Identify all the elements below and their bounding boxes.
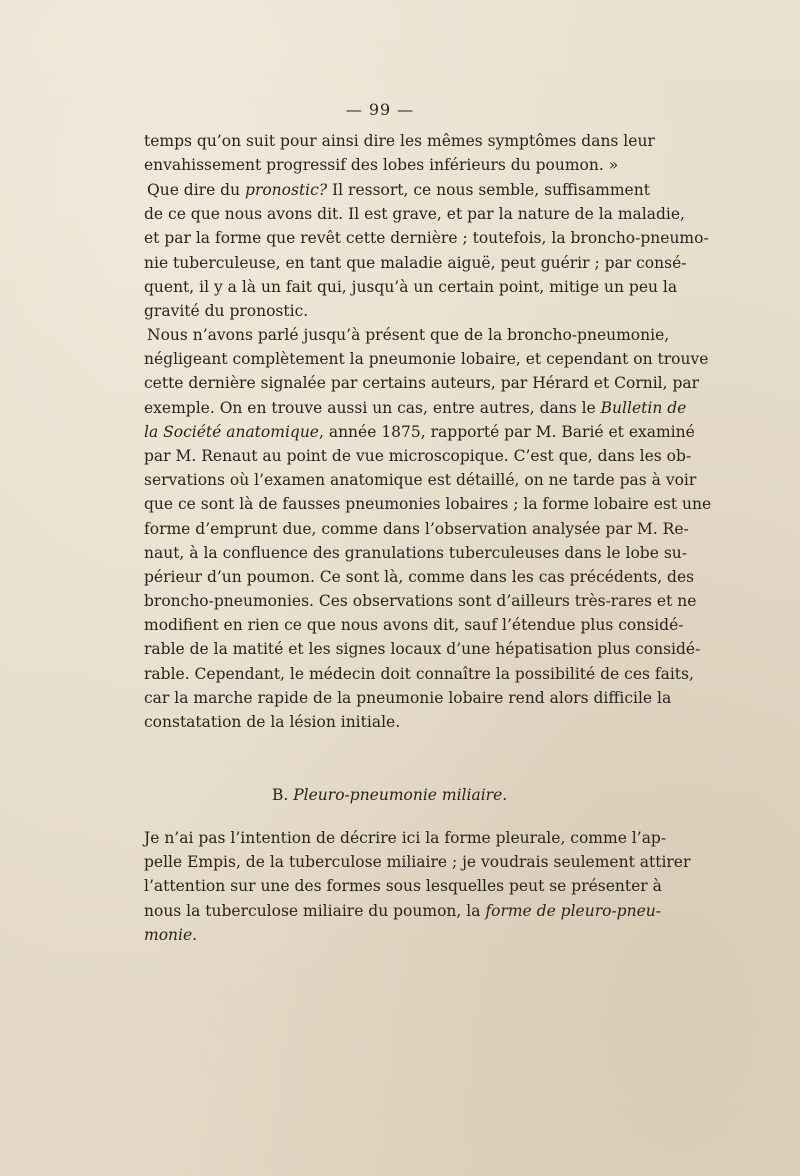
- text-line: l’attention sur une des formes sous lesquelles peut se présenter à: [144, 877, 662, 896]
- text-line: [144, 178, 650, 202]
- text-line: rable. Cependant, le médecin doit connaître la possibilité de ces faits,: [144, 664, 694, 683]
- text-line: par M. Renaut au point de vue microscopique. C’est que, dans les ob-: [144, 446, 692, 465]
- page-number-value: 99: [368, 100, 392, 119]
- paragraph-lobar-pneumonia: [144, 323, 712, 734]
- section-letter: B.: [272, 786, 294, 804]
- paragraph-continuation: [144, 129, 655, 177]
- text-line: pelle Empis, de la tuberculose miliaire ; je voudrais seulement attirer: [144, 853, 691, 872]
- text-line: modifient en rien ce que nous avons dit, sauf l’étendue plus considé-: [144, 616, 684, 635]
- text-line: car la marche rapide de la pneumonie lobaire rend alors difficile la: [144, 688, 672, 707]
- page-number-dash-left: —: [345, 100, 363, 119]
- text-line: servations où l’examen anatomique est détaillé, on ne tarde pas à voir: [144, 471, 697, 490]
- text-line: constatation de la lésion initiale.: [144, 713, 401, 731]
- text-line: nie tuberculeuse, en tant que maladie aiguë, peut guérir ; par consé-: [144, 253, 687, 272]
- text-run: Il ressort, ce nous semble, suffisamment: [327, 181, 650, 199]
- italic-term: forme de pleuro-pneu-: [485, 901, 661, 920]
- text-line: naut, à la confluence des granulations tuberculeuses dans le lobe su-: [144, 543, 687, 562]
- text-line: rable de la matité et les signes locaux d’une hépatisation plus considé-: [144, 640, 701, 659]
- text-line: Nous n’avons parlé jusqu’à présent que de la broncho-pneumonie,: [147, 326, 670, 344]
- text-line: [144, 899, 661, 923]
- paragraph-prognosis: [144, 178, 709, 323]
- italic-term: monie.: [144, 925, 198, 944]
- text-line: négligeant complètement la pneumonie lobaire, et cependant on trouve: [144, 350, 709, 369]
- text-line: que ce sont là de fausses pneumonies lobaires ; la forme lobaire est une: [144, 495, 712, 514]
- text-line: gravité du pronostic.: [144, 301, 309, 320]
- section-title: Pleuro-pneumonie miliaire.: [293, 786, 508, 804]
- page-number-dash-right: —: [397, 100, 415, 119]
- text-line: périeur d’un poumon. Ce sont là, comme dans les cas précédents, des: [144, 567, 695, 586]
- text-run: , année 1875, rapporté par M. Barié et examiné: [318, 422, 695, 441]
- text-line: [144, 420, 695, 444]
- paragraph-pleuro-pneumonia: [144, 826, 691, 947]
- text-line: et par la forme que revêt cette dernière ; toutefois, la broncho-pneumo-: [144, 229, 709, 248]
- text-line: Je n’ai pas l’intention de décrire ici la forme pleurale, comme l’ap-: [144, 829, 667, 847]
- section-heading: [272, 786, 507, 804]
- page-number: [0, 100, 760, 119]
- text-run: nous la tuberculose miliaire du poumon, la: [144, 901, 486, 920]
- text-line: [144, 396, 687, 420]
- text-line: temps qu’on suit pour ainsi dire les mêmes symptômes dans leur: [144, 132, 655, 150]
- text-line: envahissement progressif des lobes inférieurs du poumon. »: [144, 156, 619, 175]
- text-line: [144, 923, 612, 947]
- text-line: broncho-pneumonies. Ces observations sont d’ailleurs très-rares et ne: [144, 592, 697, 611]
- italic-term: pronostic?: [245, 181, 328, 199]
- text-line: forme d’emprunt due, comme dans l’observation analysée par M. Re-: [144, 519, 689, 538]
- text-line: cette dernière signalée par certains auteurs, par Hérard et Cornil, par: [144, 374, 700, 393]
- italic-citation: la Société anatomique: [144, 422, 319, 441]
- text-run: exemple. On en trouve aussi un cas, entre autres, dans le: [144, 398, 601, 417]
- italic-citation: Bulletin de: [600, 398, 687, 417]
- text-line: quent, il y a là un fait qui, jusqu’à un certain point, mitige un peu la: [144, 277, 678, 296]
- text-line: de ce que nous avons dit. Il est grave, et par la nature de la maladie,: [144, 205, 685, 224]
- text-run: Que dire du: [147, 181, 246, 199]
